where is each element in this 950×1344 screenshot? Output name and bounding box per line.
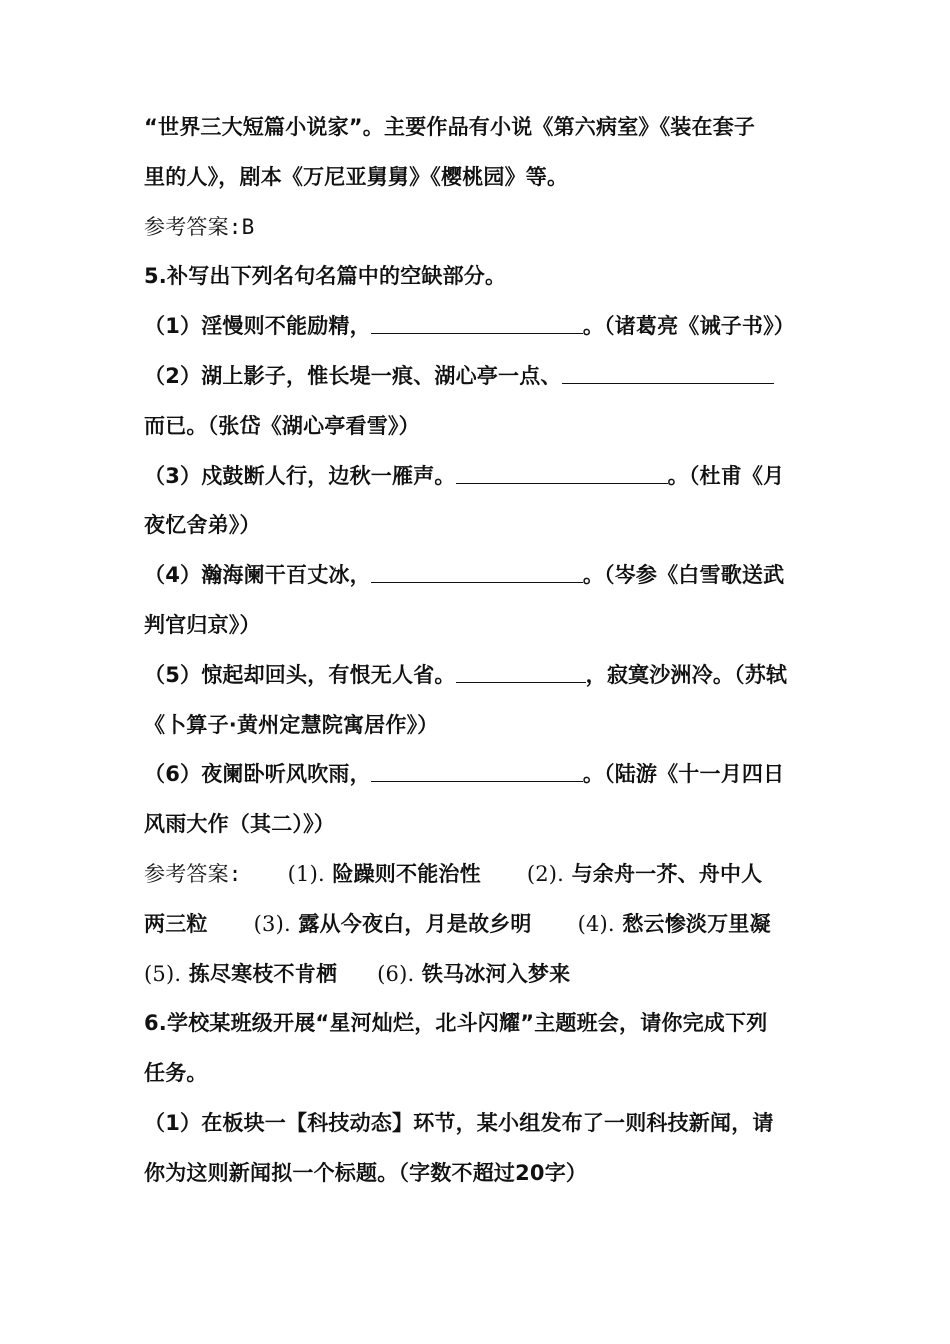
q5-item-3-cont: 夜忆舍弟》） [144, 513, 261, 538]
document-page [144, 103, 812, 1199]
q5-item-4-cont: 判官归京》） [144, 612, 261, 637]
item-text: 。（诸葛亮《诫子书》） [582, 314, 796, 339]
answer-text: 两三粒 [144, 911, 208, 936]
answer-number: (1). [287, 861, 325, 886]
item-text: （3）戍鼓断人行，边秋一雁声。 [144, 463, 456, 488]
item-text: 而已。（张岱《湖心亭看雪》） [144, 413, 420, 438]
answer-line [144, 900, 812, 950]
q6-sub-1: （1）在板块一【科技动态】环节，某小组发布了一则科技新闻，请 [144, 1110, 774, 1135]
q5-item-6-cont: 风雨大作（其二）》） [144, 812, 335, 837]
question-title: 6.学校某班级开展“星河灿烂，北斗闪耀”主题班会，请你完成下列 [144, 1011, 768, 1036]
answer-number: (2). [526, 861, 565, 886]
item-text: 。（岑参《白雪歌送武 [582, 563, 785, 588]
paragraph-line: “世界三大短篇小说家”。主要作品有小说《第六病室》《装在套子 [144, 115, 756, 139]
q5-item-4 [144, 551, 812, 601]
q5-item-6 [144, 750, 812, 800]
paragraph-line: 里的人》，剧本《万尼亚舅舅》《樱桃园》等。 [144, 164, 569, 189]
q6-sub-1-cont: 你为这则新闻拟一个标题。（字数不超过20字） [144, 1160, 588, 1185]
item-text: （4）瀚海阑干百丈冰， [144, 563, 371, 588]
fill-blank[interactable] [456, 464, 668, 484]
answer-text: 与余舟一芥、舟中人 [571, 861, 763, 886]
q5-item-2 [144, 352, 812, 402]
answer-number: (3). [253, 911, 291, 936]
fill-blank[interactable] [371, 314, 583, 334]
item-text: 。（陆游《十一月四日 [582, 762, 785, 787]
answer-line: 参考答案:B [144, 214, 255, 239]
q5-item-3 [144, 452, 812, 502]
q5-item-5 [144, 651, 812, 701]
answer-text: 拣尽寒枝不肯栖 [188, 961, 338, 986]
q5-item-5-cont: 《卜算子·黄州定慧院寓居作》） [144, 712, 439, 737]
item-text: （1）淫慢则不能励精， [144, 314, 371, 339]
fill-blank[interactable] [371, 563, 583, 583]
answer-text: 险躁则不能治性 [332, 861, 481, 886]
answer-text: 铁马冰河入梦来 [421, 961, 571, 986]
q5-item-2-cont [144, 402, 812, 452]
answer-number: (4). [577, 911, 615, 936]
answer-line [144, 850, 812, 900]
answer-number: (5). [144, 961, 182, 986]
item-text: （2）湖上影子，惟长堤一痕、湖心亭一点、 [144, 363, 562, 388]
item-text: 。（杜甫《月 [667, 463, 785, 488]
question-title: 5.补写出下列名句名篇中的空缺部分。 [144, 264, 507, 289]
answer-number: (6). [377, 961, 415, 986]
item-text: ，寂寞沙洲冷。（苏轼 [585, 662, 788, 687]
answer-text: 露从今夜白，月是故乡明 [298, 911, 532, 936]
item-text: （5）惊起却回头，有恨无人省。 [144, 662, 456, 687]
fill-blank[interactable] [371, 762, 583, 782]
answer-label: 参考答案: [144, 861, 242, 886]
answer-line [144, 950, 812, 1000]
question-title-cont: 任务。 [144, 1061, 208, 1086]
q5-item-1 [144, 302, 812, 352]
fill-blank[interactable] [562, 364, 774, 384]
fill-blank[interactable] [456, 663, 586, 683]
item-text: （6）夜阑卧听风吹雨， [144, 762, 371, 787]
answer-text: 愁云惨淡万里凝 [622, 911, 771, 936]
